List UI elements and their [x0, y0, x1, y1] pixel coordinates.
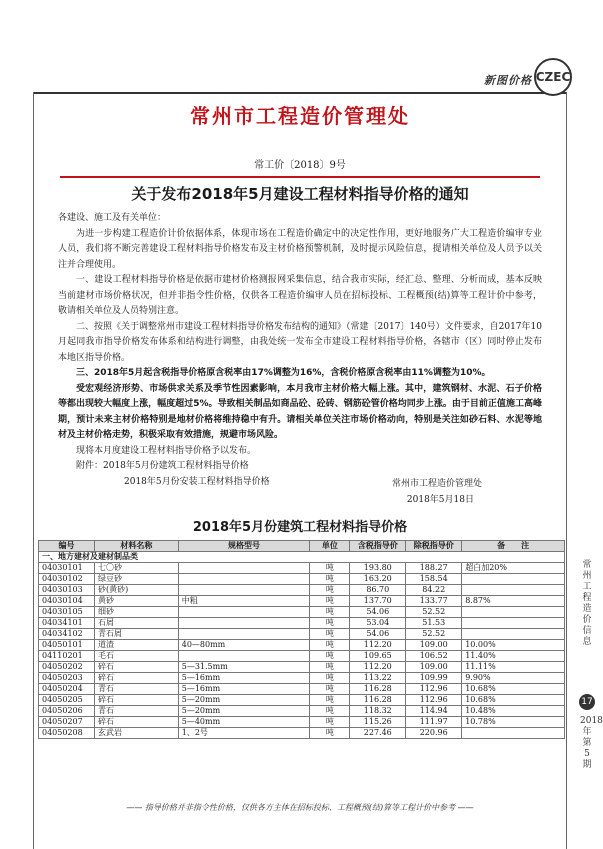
table-row [39, 695, 565, 706]
table-cell: 163.20 [350, 574, 406, 585]
table-cell: 砂(黄砂) [94, 585, 178, 596]
salutation: 各建设、施工及有关单位： [58, 213, 167, 223]
page-footer: —— 指导价格并非指令性价格，仅供各方主体在招标投标、工程概预(结)算等工程计价中参考 —— [126, 803, 474, 812]
table-cell: 吨 [310, 684, 350, 695]
table-cell: 石屑 [94, 618, 178, 629]
paragraph-3: 二、按照《关于调整常州市建设工程材料指导价格发布结构的通知》（常建〔2017〕140号）文件要求，自2017年10月起同我市指导价格发布体系和结构进行调整，由我处统一发布全市建设工程材料指导价格，各辖市（区）同时停止发布本地区指导价格。 [58, 321, 542, 363]
table-cell [178, 607, 310, 618]
column-header: 材料名称 [94, 541, 178, 552]
table-cell: 吨 [310, 640, 350, 651]
table-cell: 04050204 [39, 684, 95, 695]
table-cell: 道渣 [94, 640, 178, 651]
table-cell: 112.20 [350, 640, 406, 651]
table-cell: 112.20 [350, 662, 406, 673]
table-cell: 04050101 [39, 640, 95, 651]
table-cell: 吨 [310, 728, 350, 739]
table-cell [462, 585, 565, 596]
table-cell: 109.99 [406, 673, 462, 684]
table-cell: 11.11% [462, 662, 565, 673]
paragraph-5: 受宏观经济形势、市场供求关系及季节性因素影响，本月我市主材价格大幅上涨。其中，建筑钢材、水泥、石子价格等都出现较大幅度上涨，幅度超过5%。导致相关制品如商品砼、砼砖、钢筋砼管价格均同步上涨。由于目前正值施工高峰期，预计未来主材价格特别是地材价格将维持稳中有升。请相关单位关注市场价格动向，特别是关注如砂石料、水泥等地材及主材价格走势，积极采取有效措施，规避市场风险。 [58, 383, 542, 440]
table-cell: 吨 [310, 651, 350, 662]
table-cell: 04050205 [39, 695, 95, 706]
table-cell: 吨 [310, 706, 350, 717]
table-cell: 04030102 [39, 574, 95, 585]
left-rule [33, 92, 34, 849]
table-cell: 109.65 [350, 651, 406, 662]
paragraph-6: 现将本月度建设工程材料指导价格予以发布。 [76, 445, 257, 456]
table-cell: 84.22 [406, 585, 462, 596]
category-row [39, 552, 565, 563]
column-header: 除税指导价 [406, 541, 462, 552]
column-header: 规格型号 [178, 541, 310, 552]
table-cell: 吨 [310, 673, 350, 684]
table-cell: 中粗 [178, 596, 310, 607]
table-cell: 52.52 [406, 607, 462, 618]
signature-date: 2018年5月18日 [406, 495, 474, 505]
table-cell: 吨 [310, 629, 350, 640]
table-cell: 吨 [310, 563, 350, 574]
column-header: 单位 [310, 541, 350, 552]
table-cell: 10.68% [462, 684, 565, 695]
table-row [39, 728, 565, 739]
table-cell: 118.32 [350, 706, 406, 717]
table-cell [178, 651, 310, 662]
side-issue-number: 17 [579, 694, 595, 710]
org-title: 常州市工程造价管理处 [190, 104, 410, 128]
table-cell: 吨 [310, 618, 350, 629]
table-cell: 116.28 [350, 684, 406, 695]
table-cell: 116.28 [350, 695, 406, 706]
table-cell: 106.52 [406, 651, 462, 662]
paragraph-4: 三、2018年5月起含税指导价格原含税率由17%调整为16%，含税价格原含税率由11%调整为10%。 [76, 368, 491, 378]
right-rule [566, 92, 567, 849]
table-cell: 04050207 [39, 717, 95, 728]
table-row [39, 585, 565, 596]
column-header: 备 注 [462, 541, 565, 552]
table-cell: 七〇砂 [94, 563, 178, 574]
table-cell: 10.00% [462, 640, 565, 651]
table-cell: 86.70 [350, 585, 406, 596]
category-label: 一、地方建材及建材制品类 [39, 552, 565, 563]
table-cell: 青石 [94, 684, 178, 695]
table-row [39, 717, 565, 728]
table-cell: 吨 [310, 585, 350, 596]
table-row [39, 607, 565, 618]
table-cell: 吨 [310, 662, 350, 673]
table-cell: 40—80mm [178, 640, 310, 651]
table-cell [462, 728, 565, 739]
paragraph-1: 为进一步构建工程造价计价依据体系，体现市场在工程造价确定中的决定性作用，更好地服务广大工程造价编审专业人员，我们将不断完善建设工程材料指导价格发布及主材价格预警机制，及时提示风险信息，提请相关单位及人员予以关注并合理使用。 [58, 228, 542, 270]
table-cell [462, 618, 565, 629]
table-cell: 54.06 [350, 607, 406, 618]
table-cell: 绿豆砂 [94, 574, 178, 585]
table-cell: 吨 [310, 717, 350, 728]
table-cell: 碎石 [94, 717, 178, 728]
table-cell [178, 585, 310, 596]
paragraph-2: 一、建设工程材料指导价格是依据市建材价格测报网采集信息，结合我市实际，经汇总、整理、分析而成，基本反映当前建材市场价格状况，但并非指令性价格，仅供各工程造价编审人员在招标投标、工程概预(结)算等工程计价中参考，敬请相关单位及人员特别注意。 [58, 275, 542, 316]
table-row [39, 684, 565, 695]
table-cell: 04030105 [39, 607, 95, 618]
table-cell: 158.54 [406, 574, 462, 585]
table-cell: 52.52 [406, 629, 462, 640]
table-cell: 5—20mm [178, 695, 310, 706]
table-cell: 53.04 [350, 618, 406, 629]
logo-text: 新图价格 [484, 74, 532, 87]
notice-body [58, 211, 542, 490]
table-cell: 碎石 [94, 673, 178, 684]
table-cell: 11.40% [462, 651, 565, 662]
logo-seal-icon: CZEC [534, 58, 572, 96]
table-row [39, 673, 565, 684]
table-cell: 吨 [310, 574, 350, 585]
table-cell: 112.96 [406, 684, 462, 695]
table-header-row [39, 541, 565, 552]
table-row [39, 662, 565, 673]
table-cell: 137.70 [350, 596, 406, 607]
table-row [39, 651, 565, 662]
table-row [39, 618, 565, 629]
table-row [39, 574, 565, 585]
table-cell [178, 629, 310, 640]
table-cell: 10.48% [462, 706, 565, 717]
table-row [39, 563, 565, 574]
table-cell: 细砂 [94, 607, 178, 618]
table-cell: 133.77 [406, 596, 462, 607]
table-cell: 188.27 [406, 563, 462, 574]
table-cell: 吨 [310, 695, 350, 706]
table-cell: 毛石 [94, 651, 178, 662]
table-cell: 吨 [310, 596, 350, 607]
table-cell: 227.46 [350, 728, 406, 739]
table-cell: 碎石 [94, 662, 178, 673]
table-cell: 5—16mm [178, 673, 310, 684]
table-cell: 超白加20% [462, 563, 565, 574]
side-journal-title: 常州工程造价信息 [582, 560, 592, 647]
table-cell: 玄武岩 [94, 728, 178, 739]
table-cell: 04050202 [39, 662, 95, 673]
table-cell: 9.90% [462, 673, 565, 684]
price-table [38, 540, 565, 739]
table-cell: 1、2号 [178, 728, 310, 739]
table-cell: 51.53 [406, 618, 462, 629]
table-row [39, 706, 565, 717]
table-cell: 5—16mm [178, 684, 310, 695]
table-cell: 04030104 [39, 596, 95, 607]
table-cell: 109.00 [406, 662, 462, 673]
table-cell: 112.96 [406, 695, 462, 706]
notice-title: 关于发布2018年5月建设工程材料指导价格的通知 [131, 185, 469, 203]
table-row [39, 640, 565, 651]
attachment-2: 2018年5月份安装工程材料指导价格 [124, 476, 270, 487]
table-cell: 青石 [94, 706, 178, 717]
table-cell: 04034101 [39, 618, 95, 629]
table-cell: 10.68% [462, 695, 565, 706]
table-cell: 114.94 [406, 706, 462, 717]
table-cell [462, 607, 565, 618]
table-cell: 111.97 [406, 717, 462, 728]
table-cell: 04030103 [39, 585, 95, 596]
table-cell: 220.96 [406, 728, 462, 739]
column-header: 含税指导价 [350, 541, 406, 552]
table-cell: 193.80 [350, 563, 406, 574]
attachment-1: 附件：2018年5月份建筑工程材料指导价格 [76, 461, 249, 471]
table-cell: 8.87% [462, 596, 565, 607]
table-cell [178, 618, 310, 629]
table-cell: 5—20mm [178, 706, 310, 717]
signature-org: 常州市工程造价管理处 [391, 479, 482, 489]
table-cell: 113.22 [350, 673, 406, 684]
table-cell [178, 574, 310, 585]
table-cell: 04050206 [39, 706, 95, 717]
table-cell: 04050208 [39, 728, 95, 739]
table-row [39, 629, 565, 640]
table-title: 2018年5月份建筑工程材料指导价格 [192, 520, 408, 535]
table-cell: 青石屑 [94, 629, 178, 640]
table-cell: 04030101 [39, 563, 95, 574]
table-cell: 04110201 [39, 651, 95, 662]
table-cell [462, 629, 565, 640]
red-divider [60, 176, 540, 178]
table-cell: 04034102 [39, 629, 95, 640]
table-cell: 5—31.5mm [178, 662, 310, 673]
table-cell: 54.06 [350, 629, 406, 640]
document-number: 常工价〔2018〕9号 [254, 160, 346, 171]
table-cell: 吨 [310, 607, 350, 618]
table-cell: 04050203 [39, 673, 95, 684]
top-rule [33, 92, 567, 94]
side-year-issue: 2018年第5期 [580, 716, 603, 770]
table-cell [178, 563, 310, 574]
column-header: 编号 [39, 541, 95, 552]
table-row [39, 596, 565, 607]
table-cell [462, 574, 565, 585]
table-cell: 109.00 [406, 640, 462, 651]
table-cell: 115.26 [350, 717, 406, 728]
table-cell: 碎石 [94, 695, 178, 706]
table-cell: 5—40mm [178, 717, 310, 728]
table-cell: 黄砂 [94, 596, 178, 607]
table-cell: 10.78% [462, 717, 565, 728]
